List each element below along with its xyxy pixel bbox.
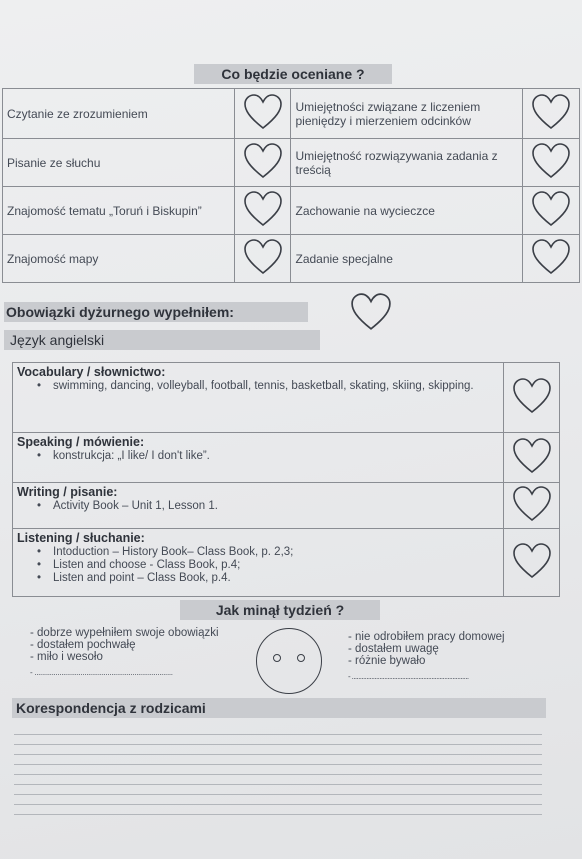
assessed-right-2: Umiejętność rozwiązywania zadania z treścią — [291, 139, 523, 187]
section-title-assessed: Co będzie oceniane ? — [194, 64, 392, 84]
assessed-right-3: Zachowanie na wycieczce — [291, 187, 523, 235]
list-item: - ........................................................................ — [348, 672, 469, 681]
assessment-table — [2, 88, 580, 283]
assessed-right-4: Zadanie specjalne — [291, 235, 523, 283]
week-right-options — [348, 631, 538, 683]
right-eye-icon — [297, 654, 305, 662]
face-circle-icon[interactable] — [256, 628, 322, 694]
writing-line — [14, 744, 542, 745]
english-section-title: Listening / słuchanie: — [17, 531, 145, 545]
english-header: Język angielski — [4, 330, 320, 350]
writing-line — [14, 784, 542, 785]
duty-label: Obowiązki dyżurnego wypełniłem: — [4, 302, 308, 322]
writing-line — [14, 794, 542, 795]
assessed-left-3: Znajomość tematu „Toruń i Biskupin” — [3, 187, 235, 235]
heart-icon[interactable] — [243, 93, 283, 131]
list-item: - różnie bywało — [348, 655, 426, 667]
week-left-options — [30, 627, 270, 679]
list-item: • Activity Book – Unit 1, Lesson 1. — [37, 500, 503, 513]
heart-icon[interactable] — [531, 93, 571, 131]
writing-line — [14, 764, 542, 765]
list-item: • swimming, dancing, volleyball, football, tennis, basketball, skating, skiing, skipping. — [37, 380, 503, 393]
list-item: - ........................................................................ — [30, 668, 173, 677]
list-item: • konstrukcja: „I like/ I don't like”. — [37, 450, 503, 463]
english-table — [12, 362, 560, 597]
list-item: - miło i wesoło — [30, 651, 103, 663]
writing-line — [14, 774, 542, 775]
list-item: • Intoduction – History Book– Class Book, p. 2,3; — [37, 546, 503, 559]
heart-icon[interactable] — [350, 292, 392, 332]
list-item: - dobrze wypełniłem swoje obowiązki — [30, 627, 219, 639]
english-section-title: Speaking / mówienie: — [17, 435, 145, 449]
list-item: - nie odrobiłem pracy domowej — [348, 631, 505, 643]
assessed-left-1: Czytanie ze zrozumieniem — [3, 89, 235, 139]
parents-header: Korespondencja z rodzicami — [12, 698, 546, 718]
week-header: Jak minął tydzień ? — [180, 600, 380, 620]
heart-icon[interactable] — [512, 437, 552, 475]
heart-icon[interactable] — [531, 190, 571, 228]
heart-icon[interactable] — [243, 142, 283, 180]
writing-line — [14, 734, 542, 735]
list-item: • Listen and choose - Class Book, p.4; — [37, 559, 503, 572]
heart-icon[interactable] — [243, 238, 283, 276]
writing-line — [14, 754, 542, 755]
assessed-right-1: Umiejętności związane z liczeniem pieniędzy i mierzeniem odcinków — [291, 89, 523, 139]
writing-line — [14, 814, 542, 815]
list-item: - dostałem pochwałę — [30, 639, 136, 651]
heart-icon[interactable] — [512, 377, 552, 415]
writing-line — [14, 804, 542, 805]
heart-icon[interactable] — [531, 238, 571, 276]
assessed-left-4: Znajomość mapy — [3, 235, 235, 283]
list-item: - dostałem uwagę — [348, 643, 439, 655]
heart-icon[interactable] — [531, 142, 571, 180]
heart-icon[interactable] — [512, 542, 552, 580]
english-section-title: Writing / pisanie: — [17, 485, 118, 499]
english-section-title: Vocabulary / słownictwo: — [17, 365, 166, 379]
heart-icon[interactable] — [512, 485, 552, 523]
list-item: • Listen and point – Class Book, p.4. — [37, 572, 503, 585]
assessed-left-2: Pisanie ze słuchu — [3, 139, 235, 187]
heart-icon[interactable] — [243, 190, 283, 228]
left-eye-icon — [273, 654, 281, 662]
